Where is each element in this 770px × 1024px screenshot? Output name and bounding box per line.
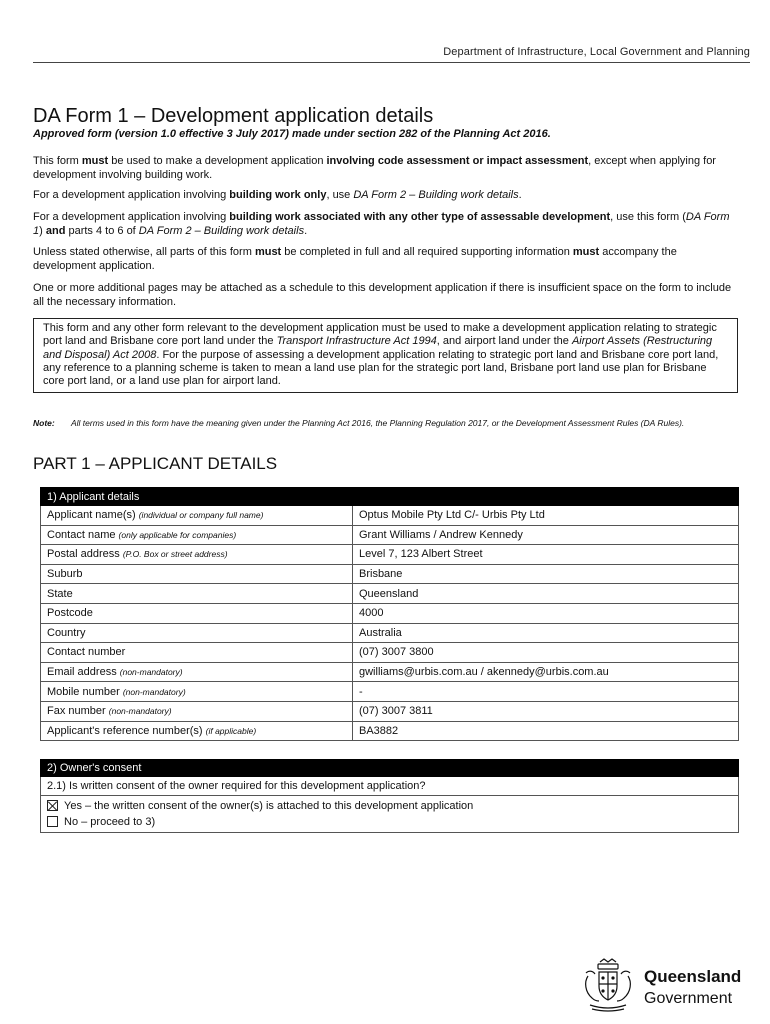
- form-subtitle: Approved form (version 1.0 effective 3 July 2017) made under section 282 of the Planning Act 2016.: [33, 128, 551, 140]
- mobile-number-field[interactable]: -: [353, 682, 739, 702]
- applicant-name-field[interactable]: Optus Mobile Pty Ltd C/- Urbis Pty Ltd: [353, 506, 739, 526]
- queensland-government-logo: [582, 958, 757, 1013]
- applicant-details-header-row: [41, 488, 739, 506]
- suburb-field[interactable]: Brisbane: [353, 564, 739, 584]
- port-land-info-box: This form and any other form relevant to the development application must be used to make a development application relating to strategic port land and Brisbane core port land under the Transport Infrastructure Act 1994, and airport land under the Airport Assets (Restructuring and Disposal) Act 2008. For the purpose of assessing a development application relating to strategic port land and Brisbane core port land, any reference to a planning scheme is taken to mean a land use plan for the strategic port land, Brisbane port land use plan for Brisbane core port land, or a land use plan for airport land.: [33, 318, 738, 393]
- field-label: Fax number (non-mandatory): [41, 701, 353, 721]
- part-1-heading: PART 1 – APPLICANT DETAILS: [33, 454, 278, 473]
- contact-name-field[interactable]: Grant Williams / Andrew Kennedy: [353, 525, 739, 545]
- field-label: Contact name (only applicable for companies): [41, 525, 353, 545]
- applicant-details-section-title: 1) Applicant details: [41, 488, 739, 506]
- contact-number-field[interactable]: (07) 3007 3800: [353, 643, 739, 663]
- owner-consent-options: [41, 796, 739, 833]
- field-label: Applicant's reference number(s) (if applicable): [41, 721, 353, 741]
- intro-paragraph-5: One or more additional pages may be attached as a schedule to this development application if there is insufficient space on the form to include all the necessary information.: [33, 282, 732, 308]
- owner-consent-options-row: [41, 796, 739, 833]
- field-label: Email address (non-mandatory): [41, 662, 353, 682]
- owner-consent-table: [40, 759, 739, 833]
- field-label: Postcode: [41, 603, 353, 623]
- header-rule: [33, 62, 750, 63]
- field-label: Country: [41, 623, 353, 643]
- reference-number-field[interactable]: BA3882: [353, 721, 739, 741]
- consent-no-option[interactable]: [47, 814, 732, 830]
- table-row: [41, 545, 739, 565]
- note-text: All terms used in this form have the meaning given under the Planning Act 2016, the Planning Regulation 2017, or the Development Assessment Rules (DA Rules).: [71, 418, 685, 428]
- owner-consent-question-row: [41, 777, 739, 796]
- table-row: [41, 564, 739, 584]
- table-row: [41, 643, 739, 663]
- email-address-field[interactable]: gwilliams@urbis.com.au / akennedy@urbis.com.au: [353, 662, 739, 682]
- applicant-details-table: [40, 487, 739, 741]
- owner-consent-header-row: [41, 760, 739, 777]
- consent-yes-label: Yes – the written consent of the owner(s) is attached to this development application: [64, 800, 474, 812]
- postcode-field[interactable]: 4000: [353, 603, 739, 623]
- coat-of-arms-icon: [582, 958, 634, 1013]
- table-row: [41, 682, 739, 702]
- consent-no-label: No – proceed to 3): [64, 816, 156, 828]
- table-row: [41, 506, 739, 526]
- department-header: Department of Infrastructure, Local Government and Planning: [443, 46, 750, 58]
- country-field[interactable]: Australia: [353, 623, 739, 643]
- fax-number-field[interactable]: (07) 3007 3811: [353, 701, 739, 721]
- postal-address-field[interactable]: Level 7, 123 Albert Street: [353, 545, 739, 565]
- field-label: Mobile number (non-mandatory): [41, 682, 353, 702]
- table-row: [41, 584, 739, 604]
- consent-yes-option[interactable]: [47, 798, 732, 814]
- checkbox-checked-icon[interactable]: [47, 800, 58, 811]
- intro-paragraph-2: For a development application involving building work only, use DA Form 2 – Building work details.: [33, 189, 522, 201]
- table-row: [41, 623, 739, 643]
- owner-consent-question: 2.1) Is written consent of the owner required for this development application?: [41, 777, 739, 796]
- logo-wordmark-line-2: Government: [644, 990, 733, 1007]
- intro-paragraph-1: This form must be used to make a development application involving code assessment or impact assessment, except when applying for development involving building work.: [33, 155, 716, 181]
- field-label: Postal address (P.O. Box or street address): [41, 545, 353, 565]
- table-row: [41, 701, 739, 721]
- intro-paragraph-3: For a development application involving building work associated with any other type of assessable development, use this form (DA Form 1) and parts 4 to 6 of DA Form 2 – Building work details.: [33, 211, 730, 237]
- checkbox-unchecked-icon[interactable]: [47, 816, 58, 827]
- table-row: [41, 603, 739, 623]
- field-label: State: [41, 584, 353, 604]
- table-row: [41, 721, 739, 741]
- field-label: Contact number: [41, 643, 353, 663]
- note-label: Note:: [33, 418, 55, 428]
- table-row: [41, 525, 739, 545]
- table-row: [41, 662, 739, 682]
- field-label: Suburb: [41, 564, 353, 584]
- state-field[interactable]: Queensland: [353, 584, 739, 604]
- logo-wordmark-line-1: Queensland: [644, 967, 742, 986]
- owner-consent-section-title: 2) Owner's consent: [41, 760, 739, 777]
- field-label: Applicant name(s) (individual or company full name): [41, 506, 353, 526]
- intro-paragraph-4: Unless stated otherwise, all parts of this form must be completed in full and all required supporting information must accompany the development application.: [33, 246, 677, 272]
- form-title: DA Form 1 – Development application details: [33, 105, 434, 127]
